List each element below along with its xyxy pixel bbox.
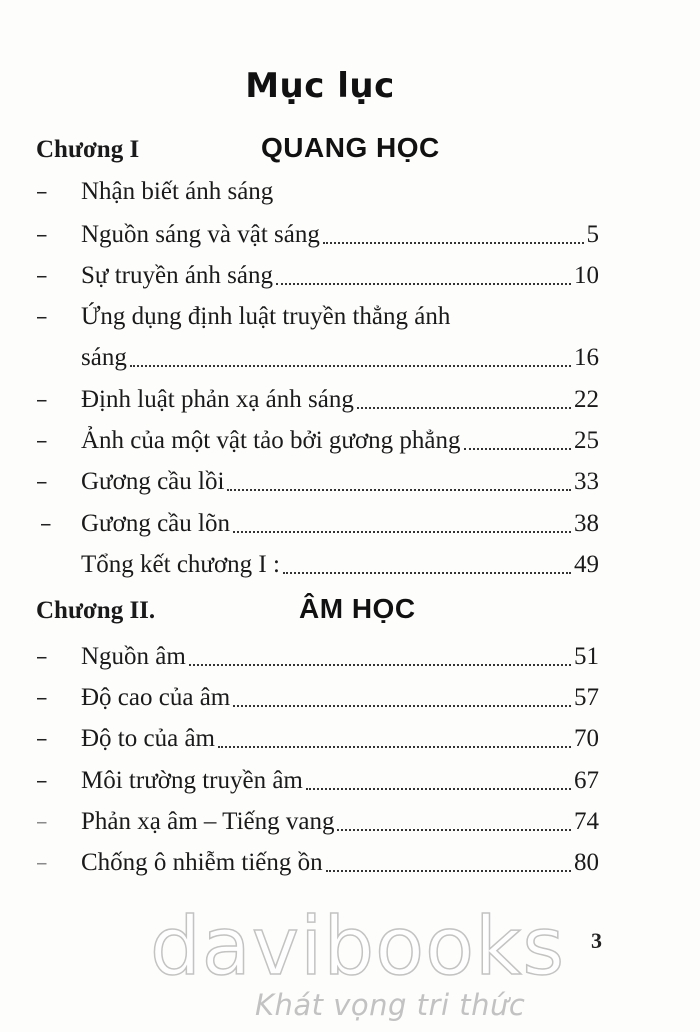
toc-entry-page: 10 <box>574 262 599 289</box>
dash-bullet: – <box>36 222 48 248</box>
dash-bullet: – <box>36 685 48 711</box>
toc-entry-page: 70 <box>574 725 599 752</box>
dot-leader <box>283 572 571 574</box>
toc-entry-page: 51 <box>574 643 599 670</box>
toc-entry-continuation[interactable] <box>36 340 599 376</box>
chapter-label: Chương I <box>36 136 140 163</box>
chapter-name: ÂM HỌC <box>299 593 416 624</box>
dash-bullet: – <box>36 428 48 454</box>
dash-bullet: – <box>40 511 52 537</box>
dot-leader <box>323 242 584 244</box>
chapter-heading <box>36 132 606 172</box>
toc-entry-page: 80 <box>574 849 599 876</box>
toc-entry[interactable] <box>36 174 599 210</box>
toc-entry[interactable] <box>36 382 599 418</box>
toc-entry-title: Sự truyền ánh sáng <box>81 262 273 289</box>
toc-entry-title: Định luật phản xạ ánh sáng <box>81 386 354 413</box>
toc-entry-page: 16 <box>574 344 599 371</box>
toc-entry-title: Môi trường truyền âm <box>81 767 303 794</box>
toc-entry-title: Nhận biết ánh sáng <box>81 178 274 205</box>
toc-entry-title: Độ to của âm <box>81 725 215 752</box>
toc-entry-title: Độ cao của âm <box>81 684 231 711</box>
dash-bullet: – <box>36 850 48 876</box>
dash-bullet: – <box>36 179 48 205</box>
toc-entry-page: 67 <box>574 767 599 794</box>
toc-entry[interactable] <box>36 464 599 500</box>
toc-entry[interactable] <box>36 680 599 716</box>
toc-entry-title: Gương cầu lồi <box>81 468 225 495</box>
dash-bullet: – <box>36 726 48 752</box>
toc-entry-title: sáng <box>81 344 127 371</box>
dot-leader <box>326 870 571 872</box>
dot-leader <box>233 705 571 707</box>
watermark-slogan: Khát vọng tri thức <box>255 988 526 1022</box>
page-number: 3 <box>591 928 602 953</box>
toc-entry-title: Phản xạ âm – Tiếng vang <box>81 808 335 835</box>
toc-entry[interactable] <box>36 639 599 675</box>
toc-entry-page: 33 <box>574 468 599 495</box>
dot-leader <box>233 531 571 533</box>
dot-leader <box>357 407 571 409</box>
toc-entry[interactable] <box>36 547 599 583</box>
dash-bullet: – <box>36 387 48 413</box>
chapter-name: QUANG HỌC <box>261 132 440 163</box>
toc-entry-page: 57 <box>574 684 599 711</box>
toc-entry[interactable] <box>36 506 599 542</box>
dash-bullet: – <box>36 304 48 330</box>
dot-leader <box>227 489 571 491</box>
dash-bullet: – <box>36 768 48 794</box>
toc-entry[interactable] <box>36 763 599 799</box>
toc-entry-title: Ứng dụng định luật truyền thẳng ánh <box>81 303 451 330</box>
toc-entry-page: 25 <box>574 427 599 454</box>
toc-entry-page: 22 <box>574 386 599 413</box>
dash-bullet: – <box>36 809 48 835</box>
dot-leader <box>189 664 571 666</box>
toc-entry[interactable] <box>36 217 599 253</box>
toc-entry-page: 38 <box>574 510 599 537</box>
toc-entry-title: Nguồn sáng và vật sáng <box>81 221 320 248</box>
dot-leader <box>306 788 571 790</box>
dot-leader <box>276 283 571 285</box>
dash-bullet: – <box>36 263 48 289</box>
toc-entry[interactable] <box>36 299 599 335</box>
toc-entry-title: Ảnh của một vật tảo bởi gương phẳng <box>81 427 461 454</box>
dot-leader <box>130 365 571 367</box>
toc-entry-page: 5 <box>586 221 599 248</box>
toc-entry[interactable] <box>36 258 599 294</box>
toc-entry-title: Nguồn âm <box>81 643 186 670</box>
toc-entry[interactable] <box>36 721 599 757</box>
dot-leader <box>218 746 571 748</box>
chapter-label: Chương II. <box>36 597 156 624</box>
toc-entry[interactable] <box>36 845 599 881</box>
toc-entry-page: 74 <box>574 808 599 835</box>
watermark-brand: davibooks <box>150 900 566 993</box>
toc-entry-title: Chống ô nhiễm tiếng ồn <box>81 849 323 876</box>
toc-entry-title: Tổng kết chương I : <box>81 551 280 578</box>
dot-leader <box>337 829 571 831</box>
toc-entry-title: Gương cầu lõn <box>81 510 230 537</box>
dash-bullet: – <box>36 644 48 670</box>
toc-entry-page: 49 <box>574 551 599 578</box>
toc-entry[interactable] <box>36 423 599 459</box>
page-title: Mục lục <box>245 66 395 106</box>
dot-leader <box>464 448 571 450</box>
dash-bullet: – <box>36 469 48 495</box>
chapter-heading <box>36 593 606 633</box>
toc-entry[interactable] <box>36 804 599 840</box>
